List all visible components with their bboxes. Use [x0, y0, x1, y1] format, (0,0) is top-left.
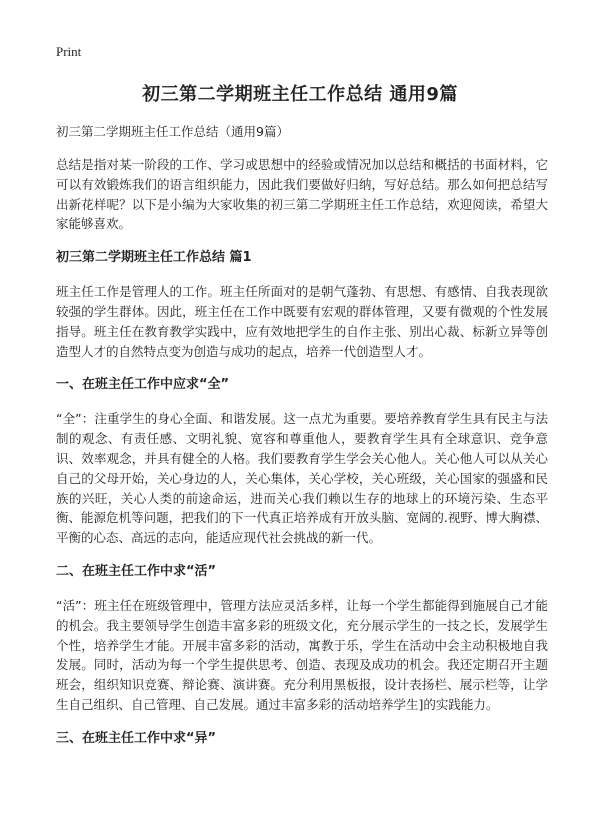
section2-paragraph: “活”：班主任在班级管理中，管理方法应灵活多样，让每一个学生都能得到施展自己才能的机会。我主要领导学生创造丰富多彩的班级文化，充分展示学生的一技之长，发展学生个性，培养学生才能。开展丰富多彩的活动，寓教于乐，学生在活动中会主动积极地自我发展。同时，活动为每一个学生提供思考、创造、表现及成功的机会。我还定期召开主题班会，组织知识竞赛、辩论赛、演讲赛。充分利用黑板报，设计表扬栏、展示栏等，让学生自己组织、自己管理、自己发展。通过丰富多彩的活动培养学生]的实践能力。 — [56, 597, 548, 712]
page-title: 初三第二学期班主任工作总结 通用9篇 — [142, 84, 458, 105]
article-body — [56, 122, 548, 763]
section1-paragraph: “全”：注重学生的身心全面、和谐发展。这一点尤为重要。要培养教育学生具有民主与法制的观念、有责任感、文明礼貌、宽容和尊重他人，要教育学生具有全球意识、竞争意识、效率观念，并具有健全的人格。我们要教育学生学会关心他人。关心他人可以从关心自己的父母开始，关心身边的人，关心集体，关心学校，关心班级，关心国家的强盛和民族的兴旺，关心人类的前途命运，进而关心我们赖以生存的地球上的环境污染、生态平衡、能源危机等问题，把我们的下一代真正培养成有开放头脑、宽阔的.视野、博大胸襟、平衡的心态、高远的志向，能适应现代社会挑战的新一代。 — [56, 411, 548, 546]
part1-heading: 初三第二学期班主任工作总结 篇1 — [56, 250, 252, 266]
print-link[interactable]: Print — [56, 44, 82, 59]
article-subtitle: 初三第二学期班主任工作总结（通用9篇） — [56, 124, 289, 139]
section1-heading: 一、在班主任工作中应求“全” — [56, 377, 230, 393]
section3-heading: 三、在班主任工作中求“异” — [56, 730, 217, 746]
intro-paragraph: 总结是指对某一阶段的工作、学习或思想中的经验或情况加以总结和概括的书面材料，它可以有效锻炼我们的语言组织能力，因此我们要做好归纳，写好总结。那么如何把总结写出新花样呢？以下是小编为大家收集的初三第二学期班主任工作总结，欢迎阅读，希望大家能够喜欢。 — [56, 157, 548, 232]
part1-paragraph: 班主任工作是管理人的工作。班主任所面对的是朝气蓬勃、有思想、有感情、自我表现欲较强的学生群体。因此，班主任在工作中既要有宏观的群体管理，又要有微观的个性发展指导。班主任在教育教学实践中，应有效地把学生的自作主张、别出心裁、标新立异等创造型人才的自然特点变为创造与成功的起点，培养一代创造型人才。 — [56, 284, 548, 359]
section2-heading: 二、在班主任工作中求“活” — [56, 563, 217, 579]
